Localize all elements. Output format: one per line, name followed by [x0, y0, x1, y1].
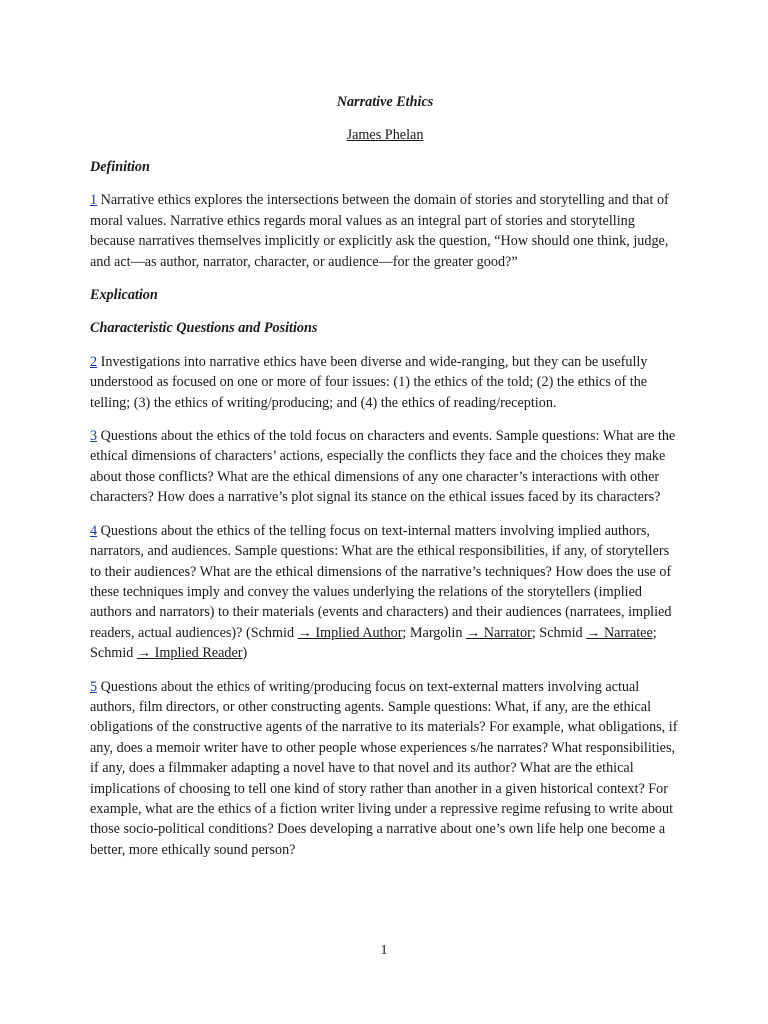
- section-heading-characteristic: Characteristic Questions and Positions: [90, 320, 318, 337]
- section-heading-definition: Definition: [90, 159, 150, 175]
- paragraph-text: Questions about the ethics of writing/producing focus on text-external matters involving actual authors, film directors, or other constructing agents. Sample questions: What, if any, are the ethical obligations of the constructive agents of the narrative to its materials? For example, what obligations, if any, does a memoir writer have to other people whose experiences s/he narrates? What responsibilities, if any, does a filmmaker adapting a novel have to that novel and its author? What are the ethical implications of choosing to tell one kind of story rather than another in a given historical context? For example, what are the ethics of a fiction writer living under a repressive regime refusing to write about those socio-political conditions? Does developing a narrative about one’s own life help one become a better, more ethically sound person?: [90, 678, 678, 858]
- page-number: 1: [380, 943, 388, 958]
- paragraph-2: [90, 352, 680, 413]
- cross-reference-narratee[interactable]: → Narratee: [586, 624, 653, 641]
- author-name[interactable]: James Phelan: [346, 127, 424, 143]
- paragraph-1: [90, 190, 680, 272]
- paragraph-number-link[interactable]: 4: [90, 522, 98, 539]
- paragraph-text-separator: ; Margolin: [402, 624, 467, 641]
- cross-reference-implied-reader[interactable]: → Implied Reader: [136, 645, 243, 662]
- paragraph-text-separator: ; Schmid: [531, 624, 587, 641]
- document-title: Narrative Ethics: [336, 94, 434, 110]
- paragraph-text: Narrative ethics explores the intersections between the domain of stories and storytelling and that of moral values. Narrative ethics regards moral values as an integral part of stories and storytelling because narratives themselves implicitly or explicitly ask the question, “How should one think, judge, and act—as author, narrator, character, or audience—for the greater good?”: [90, 192, 669, 270]
- paragraph-4: [90, 521, 680, 664]
- section-heading-explication: Explication: [90, 287, 158, 304]
- paragraph-number-link[interactable]: 1: [90, 192, 98, 209]
- cross-reference-implied-author[interactable]: → Implied Author: [297, 624, 403, 641]
- paragraph-number-link[interactable]: 2: [90, 353, 98, 370]
- paragraph-text: Questions about the ethics of the telling focus on text-internal matters involving implied authors, narrators, and audiences. Sample questions: What are the ethical responsibilities, if any, of storytellers to their audiences? What are the ethical dimensions of the narrative’s techniques? How does the use of these techniques imply and convey the values underlying the relations of the storytellers (implied authors and narrators) to their materials (events and characters) and their audiences (narratees, implied readers, actual audiences)? (Schmid: [90, 522, 672, 641]
- document-body: [90, 92, 680, 873]
- paragraph-number-link[interactable]: 5: [90, 678, 98, 695]
- paragraph-text-separator: ; Schmid: [90, 624, 657, 662]
- paragraph-text: Questions about the ethics of the told focus on characters and events. Sample questions: What are the ethical dimensions of characters’ actions, especially the conflicts they face and the choices they make about those conflicts? What are the ethical dimensions of any one character’s interactions with other characters? How does a narrative’s plot signal its stance on the ethical issues faced by its characters?: [90, 428, 676, 506]
- document-author: [90, 125, 680, 145]
- paragraph-number-link[interactable]: 3: [90, 428, 98, 445]
- paragraph-text-end: ): [242, 645, 248, 662]
- paragraph-5: [90, 677, 680, 861]
- cross-reference-narrator[interactable]: → Narrator: [466, 624, 532, 641]
- paragraph-text: Investigations into narrative ethics have been diverse and wide-ranging, but they can be usefully understood as focused on one or more of four issues: (1) the ethics of the told; (2) the ethics of the telling; (3) the ethics of writing/producing; and (4) the ethics of reading/reception.: [90, 353, 648, 411]
- paragraph-3: [90, 426, 680, 508]
